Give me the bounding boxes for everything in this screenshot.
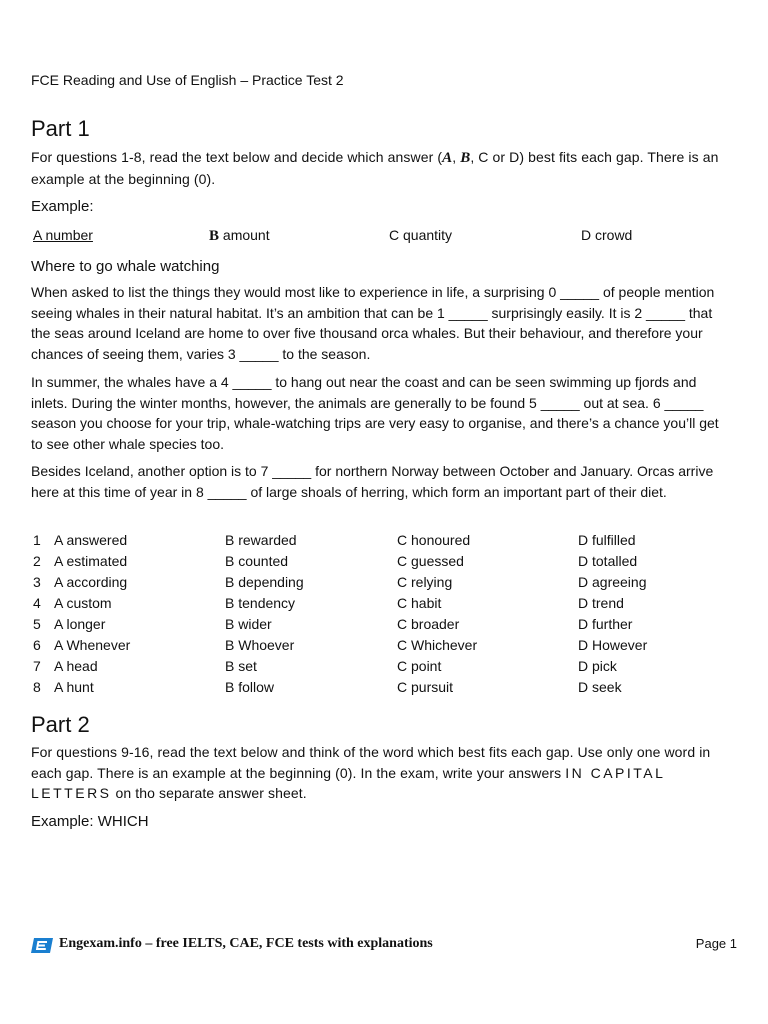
part1-text-title: Where to go whale watching	[31, 258, 220, 275]
part2-example	[31, 813, 149, 830]
question-row	[31, 574, 741, 595]
question-option-a: A estimated	[54, 553, 128, 569]
part1-paragraph: Besides Iceland, another option is to 7 _____ for northern Norway between October and January. Orcas arrive here at this time of year in 8 _____ of large shoals of herring, which form an important part of their diet.	[31, 463, 714, 500]
page-footer	[31, 936, 741, 956]
question-option-d: D totalled	[578, 553, 638, 569]
part1-example-options	[31, 227, 741, 247]
question-option-a: A custom	[54, 595, 112, 611]
part1-instr-text: , C or D) best fits each gap. There is an example at the beginning (	[31, 149, 719, 187]
question-number: 1	[33, 532, 41, 548]
example-option-d: D crowd	[581, 227, 633, 243]
document-title: FCE Reading and Use of English – Practice Test 2	[31, 72, 344, 88]
question-option-c: C relying	[397, 574, 453, 590]
question-option-d: D However	[578, 637, 648, 653]
question-option-b: B Whoever	[225, 637, 295, 653]
question-option-a: A answered	[54, 532, 128, 548]
part2-instructions	[31, 742, 731, 804]
question-option-d: D further	[578, 616, 633, 632]
question-option-a: A according	[54, 574, 128, 590]
question-option-c: C guessed	[397, 553, 464, 569]
question-option-d: D agreeing	[578, 574, 647, 590]
part1-instructions	[31, 147, 731, 189]
page-number: Page 1	[695, 936, 737, 951]
question-row	[31, 616, 741, 637]
question-option-b: B set	[225, 658, 257, 674]
part1-instr-range: 1-8	[121, 149, 142, 165]
example-option-b-letter: B	[209, 228, 220, 244]
part1-paragraph: When asked to list the things they would most like to experience in life, a surprising 0 _____ of people mention seeing whales in their natural habitat. It’s an ambition that can be 1 _____ surprisingly easily. It is 2 _____ that the seas around Iceland are home to over five thousand orca whales. But their behaviour, and therefore your chances of seeing them, varies 3 _____ to the season.	[31, 284, 715, 362]
question-option-c: C point	[397, 658, 442, 674]
part1-paragraph: In summer, the whales have a 4 _____ to hang out near the coast and can be seen swimming up fjords and inlets. During the winter months, however, the animals are generally to be found 5 _____ out at sea. 6 _____ season you choose for your trip, whale-watching trips are very easy to organise, and there’s a chance you’ll get to see other whale species too.	[31, 374, 719, 452]
question-row	[31, 595, 741, 616]
question-number: 3	[33, 574, 41, 590]
question-row	[31, 532, 741, 553]
part1-question-table	[31, 532, 741, 700]
engexam-logo-icon	[31, 938, 53, 953]
question-option-b: B rewarded	[225, 532, 297, 548]
question-row	[31, 658, 741, 679]
question-option-a: A Whenever	[54, 637, 131, 653]
question-option-d: D pick	[578, 658, 617, 674]
part1-instr-text: , read the text below and decide which answer (	[141, 149, 443, 165]
question-option-b: B counted	[225, 553, 289, 569]
question-option-a: A hunt	[54, 679, 94, 695]
question-row	[31, 637, 741, 658]
part1-instr-letter-a: A	[442, 150, 453, 166]
question-option-a: A head	[54, 658, 98, 674]
part2-example-label: Example:	[31, 813, 98, 830]
part1-instr-text: ).	[206, 170, 216, 187]
part1-heading: Part 1	[31, 116, 90, 141]
question-option-d: D fulfilled	[578, 532, 636, 548]
question-row	[31, 679, 741, 700]
question-option-b: B tendency	[225, 595, 296, 611]
question-number: 2	[33, 553, 41, 569]
question-option-b: B follow	[225, 679, 275, 695]
question-option-c: C habit	[397, 595, 442, 611]
question-number: 5	[33, 616, 41, 632]
part1-instr-text: ,	[452, 149, 461, 165]
question-option-a: A longer	[54, 616, 106, 632]
part2-instr-text: For questions 9-16, read the text below and think of the word which best fits each gap. Use only one word in each gap. There is an example at the beginning (0). In the exam, write your answers	[31, 744, 711, 781]
question-option-d: D seek	[578, 679, 622, 695]
example-option-b-text: amount	[219, 227, 270, 243]
question-option-b: B wider	[225, 616, 272, 632]
example-option-b	[209, 227, 270, 245]
question-number: 8	[33, 679, 41, 695]
part2-instr-caps: IN CAPITAL LETTERS	[31, 764, 665, 801]
question-number: 4	[33, 595, 41, 611]
example-option-a: A number	[33, 227, 93, 243]
part1-instr-letter-b: B	[460, 150, 471, 166]
question-number: 6	[33, 637, 41, 653]
part1-example-label: Example:	[31, 198, 94, 215]
question-option-b: B depending	[225, 574, 304, 590]
part1-instr-zero: 0	[198, 170, 207, 187]
footer-site-text[interactable]: Engexam.info – free IELTS, CAE, FCE tests with explanations	[59, 936, 433, 951]
question-option-c: C broader	[397, 616, 460, 632]
part2-heading: Part 2	[31, 712, 90, 737]
question-option-c: C Whichever	[397, 637, 478, 653]
question-option-c: C honoured	[397, 532, 471, 548]
part2-example-word: WHICH	[97, 813, 149, 830]
question-row	[31, 553, 741, 574]
example-option-c: C quantity	[389, 227, 453, 243]
part2-instr-text: on tho separate answer sheet.	[111, 785, 307, 801]
question-option-d: D trend	[578, 595, 624, 611]
question-option-c: C pursuit	[397, 679, 454, 695]
part1-instr-text: For questions	[31, 149, 122, 165]
question-number: 7	[33, 658, 41, 674]
